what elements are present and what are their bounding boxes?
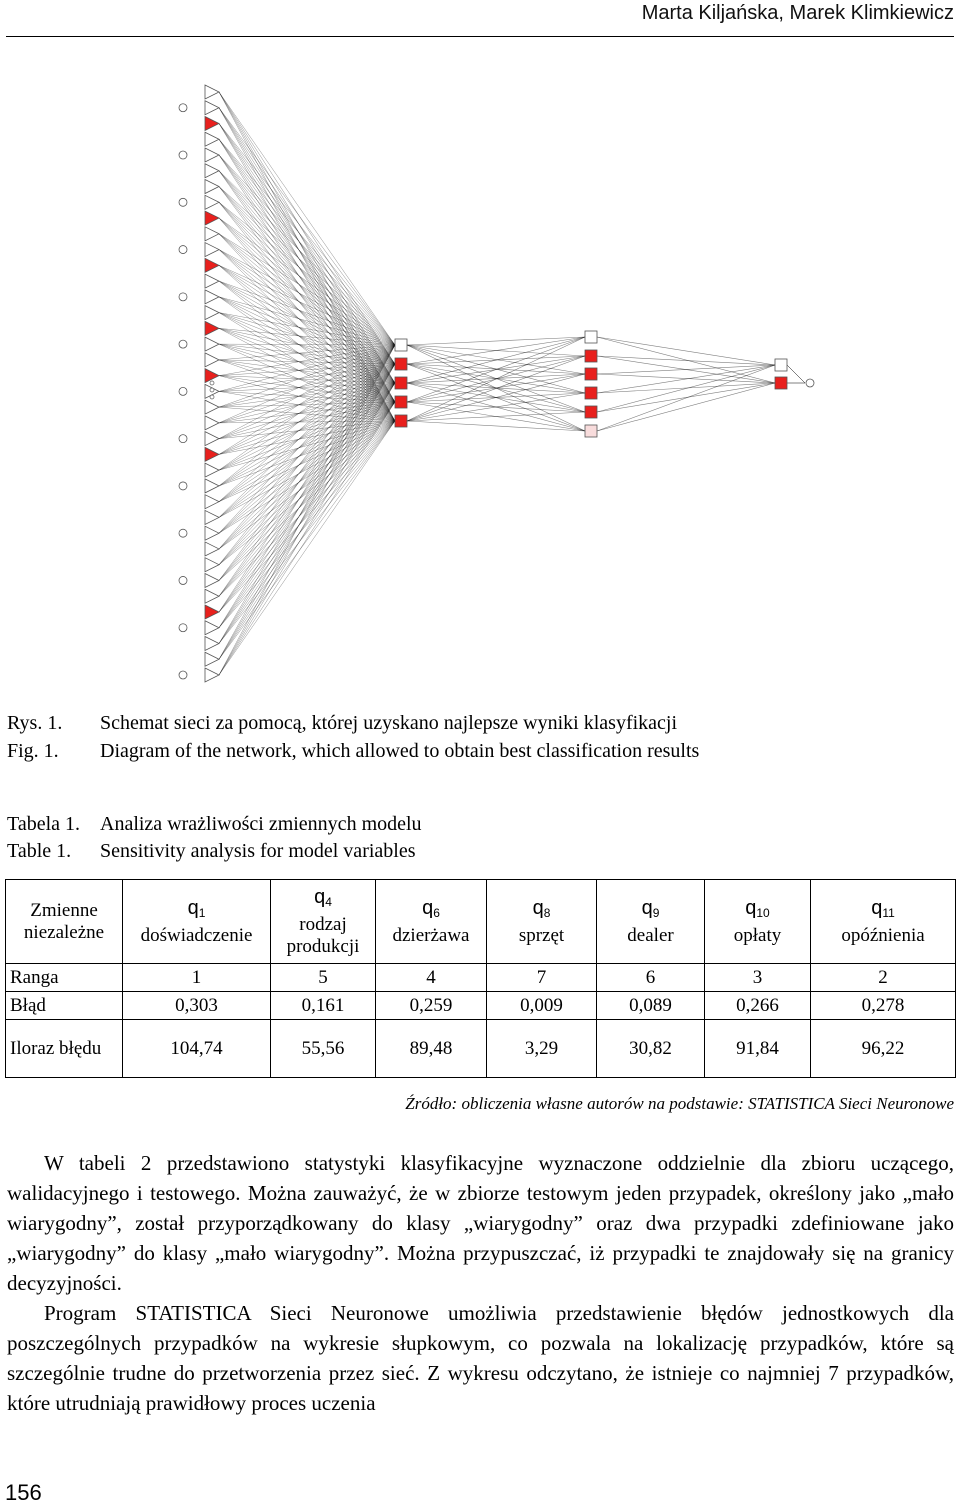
connection-line <box>219 364 395 643</box>
connection-line <box>219 171 395 345</box>
col-header-q10 <box>705 880 811 964</box>
col-var: q <box>532 897 544 919</box>
input-marker <box>179 482 187 490</box>
connection-line <box>219 364 395 659</box>
input-marker <box>179 293 187 301</box>
cell: 6 <box>597 964 705 992</box>
input-neuron <box>205 117 219 131</box>
input-marker <box>179 151 187 159</box>
connection-line <box>219 139 395 345</box>
col-sub: 8 <box>543 906 551 920</box>
input-neuron <box>205 558 219 572</box>
input-neuron <box>205 85 219 99</box>
input-neuron <box>205 432 219 446</box>
input-neuron <box>205 369 219 383</box>
input-neuron <box>205 621 219 635</box>
input-neuron <box>205 353 219 367</box>
hidden-neuron <box>585 331 597 343</box>
input-neuron <box>205 542 219 556</box>
sensitivity-table <box>5 879 956 1078</box>
cell: 0,303 <box>123 992 271 1020</box>
col-name: sprzęt <box>518 925 565 946</box>
cell: 3,29 <box>487 1020 597 1078</box>
table-header-row <box>6 880 956 964</box>
ellipsis-dot <box>210 388 214 392</box>
connection-line <box>597 365 775 431</box>
hidden-neuron <box>585 368 597 380</box>
connection-line <box>219 218 395 383</box>
input-neuron <box>205 321 219 335</box>
col-name: dzierżawa <box>392 925 470 946</box>
cell: 0,089 <box>597 992 705 1020</box>
col-sub: 1 <box>198 906 206 920</box>
input-marker <box>179 198 187 206</box>
connection-line <box>219 155 395 383</box>
connection-line <box>407 421 585 431</box>
hidden-neuron <box>395 415 407 427</box>
input-neuron <box>205 164 219 178</box>
table-title-text-pl: Analiza wrażliwości zmiennych modelu <box>100 813 422 835</box>
hidden-neuron <box>395 339 407 351</box>
cell: 0,278 <box>811 992 956 1020</box>
cell: 104,74 <box>123 1020 271 1078</box>
input-neuron <box>205 306 219 320</box>
input-neuron <box>205 605 219 619</box>
col-header-q8 <box>487 880 597 964</box>
cell: 1 <box>123 964 271 992</box>
table-title-pl <box>7 813 422 836</box>
col-var: q <box>422 897 434 919</box>
col-header-q1 <box>123 880 271 964</box>
connection-line <box>219 421 395 580</box>
cell: 5 <box>271 964 376 992</box>
cell: 0,259 <box>376 992 487 1020</box>
header-authors: Marta Kiljańska, Marek Klimkiewicz <box>641 2 954 24</box>
input-neuron <box>205 132 219 146</box>
hidden-neuron <box>585 350 597 362</box>
table-source: Źródło: obliczenia własne autorów na podstawie: STATISTICA Sieci Neuronowe <box>405 1094 954 1113</box>
connection-line <box>219 171 395 402</box>
connection-line <box>219 139 395 402</box>
connection-line <box>219 402 395 612</box>
connection-line <box>219 187 395 383</box>
col-sub: 4 <box>325 895 332 909</box>
table-title-en <box>7 840 416 863</box>
input-marker <box>179 340 187 348</box>
figure-caption-pl <box>7 712 677 735</box>
cell: 0,161 <box>271 992 376 1020</box>
input-neuron <box>205 589 219 603</box>
input-neuron <box>205 227 219 241</box>
connection-line <box>219 364 395 596</box>
figure-caption-text-en: Diagram of the network, which allowed to obtain best classification results <box>100 740 700 762</box>
page-number: 156 <box>5 1480 42 1505</box>
input-neuron <box>205 510 219 524</box>
row-label: Ranga <box>6 964 123 992</box>
connection-line <box>219 281 395 364</box>
cell: 7 <box>487 964 597 992</box>
col-name: rodzaj produkcji <box>286 914 360 957</box>
table-title-text-en: Sensitivity analysis for model variables <box>100 840 416 862</box>
input-neuron <box>205 479 219 493</box>
table-row-iloraz <box>6 1020 956 1078</box>
connection-line <box>219 402 395 675</box>
connection-line <box>219 313 395 364</box>
row-label: Iloraz błędu <box>6 1020 123 1078</box>
connection-line <box>219 345 395 675</box>
input-marker <box>179 671 187 679</box>
corner-header-line-1: Zmienne <box>30 899 98 921</box>
col-name: opłaty <box>733 925 782 946</box>
input-marker <box>179 435 187 443</box>
connection-line <box>219 281 395 383</box>
cell: 0,009 <box>487 992 597 1020</box>
input-neuron <box>205 668 219 682</box>
corner-header <box>6 880 123 964</box>
col-header-q9 <box>597 880 705 964</box>
output-marker <box>806 379 814 387</box>
input-marker <box>179 624 187 632</box>
corner-header-line-2: niezależne <box>23 921 105 943</box>
input-neuron <box>205 180 219 194</box>
header-rule <box>6 36 954 37</box>
connection-line <box>219 421 395 486</box>
col-sub: 10 <box>756 906 770 920</box>
input-marker <box>179 576 187 584</box>
input-neuron <box>205 652 219 666</box>
connection-line <box>219 187 395 345</box>
row-label: Błąd <box>6 992 123 1020</box>
neural-network-diagram <box>150 75 850 690</box>
input-neuron <box>205 337 219 351</box>
connection-line <box>219 202 395 345</box>
output-neuron <box>775 377 787 389</box>
figure-caption-en <box>7 740 699 763</box>
input-neuron <box>205 400 219 414</box>
cell: 89,48 <box>376 1020 487 1078</box>
table-row-ranga <box>6 964 956 992</box>
connection-line <box>219 345 395 565</box>
col-var: q <box>871 897 883 919</box>
hidden-neuron <box>585 425 597 437</box>
cell: 3 <box>705 964 811 992</box>
input-neuron <box>205 447 219 461</box>
cell: 91,84 <box>705 1020 811 1078</box>
col-header-q4 <box>271 880 376 964</box>
connection-line <box>597 383 775 393</box>
input-neuron <box>205 416 219 430</box>
table-label-en: Table 1. <box>7 840 72 862</box>
connection-line <box>597 383 775 431</box>
connection-line <box>219 155 395 364</box>
input-neuron <box>205 211 219 225</box>
connection-line <box>219 171 395 421</box>
hidden-neuron <box>395 358 407 370</box>
table-row-blad <box>6 992 956 1020</box>
hidden-neuron <box>395 396 407 408</box>
cell: 2 <box>811 964 956 992</box>
paragraph-1: W tabeli 2 przedstawiono statystyki klasyfikacyjne wyznaczone oddzielnie dla zbioru uczącego, walidacyjnego i testowego. Można zauważyć, że w zbiorze testowym jeden przypadek, określony jako „mało wiarygodny”, został przyporządkowany do klasy „wiarygodny” oraz dwa przypadki zdefiniowane jako „wiarygodny” do klasy „mało wiarygodny”. Można przypuszczać, iż przypadki te znajdowały się na granicy decyzyjności. <box>7 1151 954 1295</box>
col-var: q <box>187 897 199 919</box>
col-name: opóźnienia <box>841 925 925 946</box>
input-neuron <box>205 636 219 650</box>
connection-line <box>219 345 395 659</box>
input-neuron <box>205 243 219 257</box>
ellipsis-dot <box>210 381 214 385</box>
paragraph-2: Program STATISTICA Sieci Neuronowe umożliwia przedstawienie błędów jednostkowych dla poszczególnych przypadków na wykresie słupkowym, co pozwala na lokalizację przypadków, które są szczególnie trudne do przetworzenia przez sieć. Z wykresu odczytano, że istnieje co najmniej 7 przypadków, które utrudniają prawidłowy proces uczenia <box>7 1301 954 1415</box>
figure-label-pl: Rys. 1. <box>7 712 63 734</box>
col-sub: 9 <box>652 906 660 920</box>
input-neuron <box>205 495 219 509</box>
input-neuron <box>205 290 219 304</box>
connection-line <box>597 383 775 412</box>
cell: 55,56 <box>271 1020 376 1078</box>
output-line <box>787 365 805 383</box>
hidden-neuron <box>585 387 597 399</box>
cell: 0,266 <box>705 992 811 1020</box>
input-marker <box>179 529 187 537</box>
table-label-pl: Tabela 1. <box>7 813 81 835</box>
connection-line <box>219 124 395 364</box>
col-header-q11 <box>811 880 956 964</box>
input-neuron <box>205 148 219 162</box>
figure-caption-text-pl: Schemat sieci za pomocą, której uzyskano najlepsze wyniki klasyfikacji <box>100 712 678 734</box>
figure-label-en: Fig. 1. <box>7 740 59 762</box>
input-neuron <box>205 526 219 540</box>
input-marker <box>179 104 187 112</box>
hidden-neuron <box>395 377 407 389</box>
input-neuron <box>205 258 219 272</box>
connection-line <box>597 374 775 383</box>
col-header-q6 <box>376 880 487 964</box>
col-sub: 11 <box>882 906 895 920</box>
cell: 30,82 <box>597 1020 705 1078</box>
input-marker <box>179 246 187 254</box>
connection-line <box>219 139 395 383</box>
input-neuron <box>205 573 219 587</box>
input-neuron <box>205 195 219 209</box>
input-neuron <box>205 101 219 115</box>
col-var: q <box>641 897 653 919</box>
hidden-neuron <box>585 406 597 418</box>
output-neuron <box>775 359 787 371</box>
running-header <box>0 0 960 38</box>
connection-line <box>219 187 395 421</box>
ellipsis-dot <box>210 395 214 399</box>
connection-line <box>219 234 395 345</box>
input-marker <box>179 387 187 395</box>
col-name: dealer <box>627 925 674 946</box>
cell: 96,22 <box>811 1020 956 1078</box>
col-var: q <box>314 886 326 908</box>
input-neuron <box>205 463 219 477</box>
col-sub: 6 <box>433 906 440 920</box>
col-var: q <box>745 897 757 919</box>
cell: 4 <box>376 964 487 992</box>
input-neuron <box>205 274 219 288</box>
col-name: doświadczenie <box>140 925 253 946</box>
body-text <box>7 1148 954 1418</box>
